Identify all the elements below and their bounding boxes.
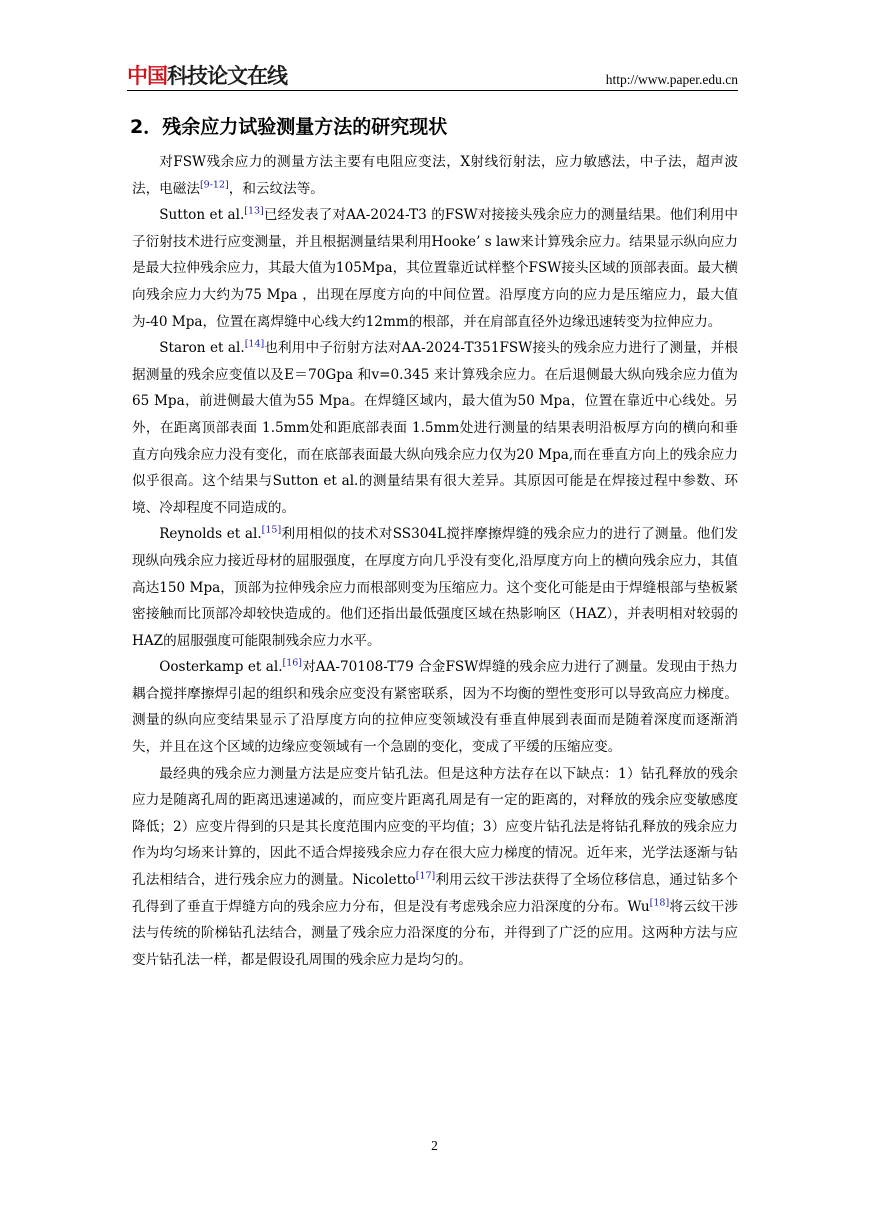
logo-text-sci-tech: 科技论文在线	[167, 64, 287, 88]
citation-ref[interactable]: [9-12]	[199, 179, 229, 191]
citation-ref[interactable]: [18]	[649, 897, 670, 909]
paragraph-hole-drilling: 最经典的残余应力测量方法是应变片钻孔法。但是这种方法存在以下缺点：1）钻孔释放的残余应力是随离孔周的距离迅速递减的，而应变片距离孔周是有一定的距离的，对释放的残余应变敏感度降低；2）应变片得到的只是其长度范围内应变的平均值；3）应变片钻孔法是将钻孔释放的残余应力作为均匀场来计算的，因此不适合焊接残余应力存在很大应力梯度的情况。近年来，光学法逐渐与钻孔法相结合，进行残余应力的测量。Nicoletto[17]利用云纹干涉法获得了全场位移信息，通过钻多个孔得到了垂直于焊缝方向的残余应力分布，但是没有考虑残余应力沿深度的分布。Wu[18]将云纹干涉法与传统的阶梯钻孔法结合，测量了残余应力沿深度的分布，并得到了广泛的应用。这两种方法与应变片钻孔法一样，都是假设孔周围的残余应力是均匀的。	[132, 765, 739, 968]
section-heading: 2．残余应力试验测量方法的研究现状	[130, 116, 448, 138]
citation-ref[interactable]: [17]	[415, 870, 436, 882]
page-header	[127, 60, 738, 92]
header-url: http://www.paper.edu.cn	[605, 72, 738, 87]
header-rule	[127, 90, 738, 91]
paragraph-sutton: Sutton et al.[13]已经发表了对AA-2024-T3 的FSW对接接头残余应力的测量结果。他们利用中子衍射技术进行应变测量，并且根据测量结果利用Hooke’ s law来计算残余应力。结果显示纵向应力是最大拉伸残余应力，其最大值为105Mpa，其位置靠近试样整个FSW接头区域的顶部表面。最大横向残余应力大约为75 Mpa ，出现在厚度方向的中间位置。沿厚度方向的应力是压缩应力，最大值为-40 Mpa，位置在离焊缝中心线大约12mm的根部，并在肩部直径外边缘迅速转变为拉伸应力。	[132, 205, 738, 330]
paragraph-measurement-methods: 对FSW残余应力的测量方法主要有电阻应变法，X射线衍射法，应力敏感法，中子法，超声波法，电磁法[9-12]，和云纹法等。	[132, 154, 738, 197]
citation-ref[interactable]: [13]	[244, 205, 264, 217]
page-number: 2	[431, 1138, 438, 1153]
logo-text-china: 中国	[127, 64, 167, 88]
citation-ref[interactable]: [15]	[261, 524, 282, 536]
body-text	[132, 149, 738, 973]
citation-ref[interactable]: [16]	[282, 657, 303, 669]
paragraph-reynolds: Reynolds et al.[15]利用相似的技术对SS304L搅拌摩擦焊缝的残余应力的进行了测量。他们发现纵向残余应力接近母材的屈服强度，在厚度方向几乎没有变化,沿厚度方向上的横向残余应力，其值高达150 Mpa，顶部为拉伸残余应力而根部则变为压缩应力。这个变化可能是由于焊缝根部与垫板紧密接触而比顶部冷却较快造成的。他们还指出最低强度区域在热影响区（HAZ），并表明相对较弱的HAZ的屈服强度可能限制残余应力水平。	[132, 524, 738, 649]
paragraph-oosterkamp: Oosterkamp et al.[16]对AA-70108-T79 合金FSW焊缝的残余应力进行了测量。发现由于热力耦合搅拌摩擦焊引起的组织和残余应变没有紧密联系，因为不均衡的塑性变形可以导致高应力梯度。测量的纵向应变结果显示了沿厚度方向的拉伸应变领域没有垂直伸展到表面而是随着深度而逐渐消失，并且在这个区域的边缘应变领域有一个急剧的变化，变成了平缓的压缩应变。	[132, 657, 738, 756]
site-logo	[127, 64, 287, 88]
paragraph-staron: Staron et al.[14]也利用中子衍射方法对AA-2024-T351FSW接头的残余应力进行了测量，并根据测量的残余应变值以及E＝70Gpa 和v=0.345 来计算残余应力。在后退侧最大纵向残余应力值为65 Mpa，前进侧最大值为55 Mpa。在焊缝区域内，最大值为50 Mpa，位置在靠近中心线处。另外，在距离顶部表面 1.5mm处和距底部表面 1.5mm处进行测量的结果表明沿板厚方向的横向和垂直方向残余应力没有变化，而在底部表面最大纵向残余应力仅为20 Mpa,而在垂直方向上的残余应力似乎很高。这个结果与Sutton et al.的测量结果有很大差异。其原因可能是在焊接过程中参数、环境、冷却程度不同造成的。	[132, 338, 738, 516]
citation-ref[interactable]: [14]	[244, 338, 265, 350]
